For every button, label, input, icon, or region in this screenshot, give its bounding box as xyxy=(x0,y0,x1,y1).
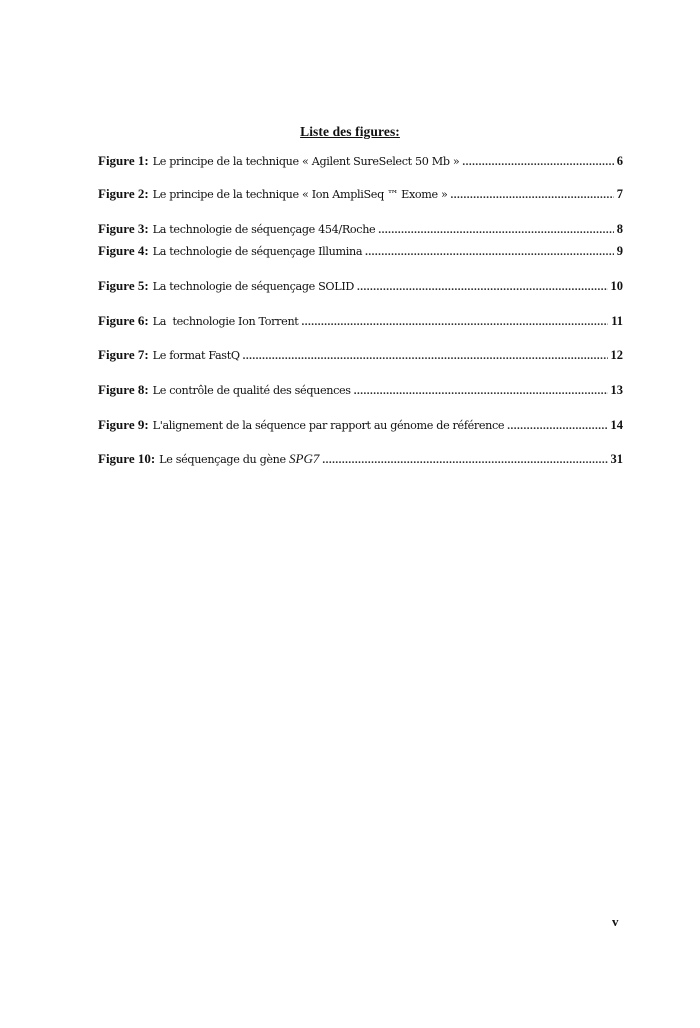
figure-label: Figure 9: xyxy=(98,417,149,432)
figure-page-number: 14 xyxy=(610,418,623,432)
figure-page-number: 8 xyxy=(616,222,623,236)
figure-title xyxy=(153,277,354,296)
figure-page-number: 13 xyxy=(610,383,623,397)
figure-label: Figure 1: xyxy=(98,153,149,168)
toc-entry-figure-4 xyxy=(98,242,623,260)
figure-title-text: Le séquençage du gène xyxy=(159,453,289,466)
figure-title xyxy=(159,450,319,469)
figure-label: Figure 10: xyxy=(98,451,156,466)
dot-leader xyxy=(378,221,613,239)
figure-title-text: Le principe de la technique « Ion AmpliSeq ™ Exome » xyxy=(152,188,448,201)
figure-title xyxy=(153,312,299,331)
figure-label: Figure 7: xyxy=(98,347,149,362)
toc-entry-figure-10 xyxy=(98,450,623,468)
figure-page-number: 6 xyxy=(616,154,623,168)
figure-label: Figure 5: xyxy=(98,278,149,293)
toc-entry-figure-6 xyxy=(98,312,623,330)
figure-title-text: La technologie Ion Torrent xyxy=(152,315,299,328)
figure-title xyxy=(153,242,362,261)
figure-page-number: 7 xyxy=(616,187,623,201)
dot-leader xyxy=(354,382,608,400)
dot-leader xyxy=(462,153,613,171)
figure-page-number: 31 xyxy=(610,452,623,466)
toc-entry-figure-8 xyxy=(98,381,623,399)
figure-label: Figure 6: xyxy=(98,313,149,328)
figure-title-text: L'alignement de la séquence par rapport au génome de référence xyxy=(152,419,505,432)
figure-title xyxy=(153,416,505,435)
figure-title xyxy=(153,152,460,171)
toc-entry-figure-9 xyxy=(98,416,623,434)
figure-page-number: 11 xyxy=(611,314,623,328)
toc-entry-figure-7 xyxy=(98,346,623,364)
figure-title xyxy=(153,185,448,204)
footer-page-number: v xyxy=(612,914,619,929)
figure-page-number: 10 xyxy=(610,279,623,293)
toc-entry-figure-5 xyxy=(98,277,623,295)
toc-entry-figure-1 xyxy=(98,152,623,170)
figure-label: Figure 4: xyxy=(98,243,149,258)
figure-label: Figure 2: xyxy=(98,186,149,201)
figure-page-number: 9 xyxy=(616,244,623,258)
dot-leader xyxy=(243,347,608,365)
page-title: Liste des figures: xyxy=(300,124,400,139)
figure-title-text: La technologie de séquençage SOLID xyxy=(152,280,355,293)
figure-title-text: Le contrôle de qualité des séquences xyxy=(152,384,351,397)
toc-entry-figure-2 xyxy=(98,185,623,203)
figure-label: Figure 3: xyxy=(98,221,149,236)
figure-title-text: Le format FastQ xyxy=(152,349,240,362)
dot-leader xyxy=(301,313,608,331)
figure-page-number: 12 xyxy=(610,348,623,362)
figure-title-text: La technologie de séquençage 454/Roche xyxy=(152,223,376,236)
figure-title xyxy=(153,346,240,365)
figure-title-text: La technologie de séquençage Illumina xyxy=(152,245,363,258)
figure-title xyxy=(153,220,376,239)
dot-leader xyxy=(365,243,614,261)
dot-leader xyxy=(451,186,614,204)
dot-leader xyxy=(322,451,607,469)
toc-entry-figure-3 xyxy=(98,220,623,238)
dot-leader xyxy=(357,278,607,296)
figure-label: Figure 8: xyxy=(98,382,149,397)
figure-title-italic: SPG7 xyxy=(289,451,320,466)
figure-title-text: Le principe de la technique « Agilent SureSelect 50 Mb » xyxy=(152,155,460,168)
figure-title xyxy=(153,381,351,400)
dot-leader xyxy=(507,417,607,435)
